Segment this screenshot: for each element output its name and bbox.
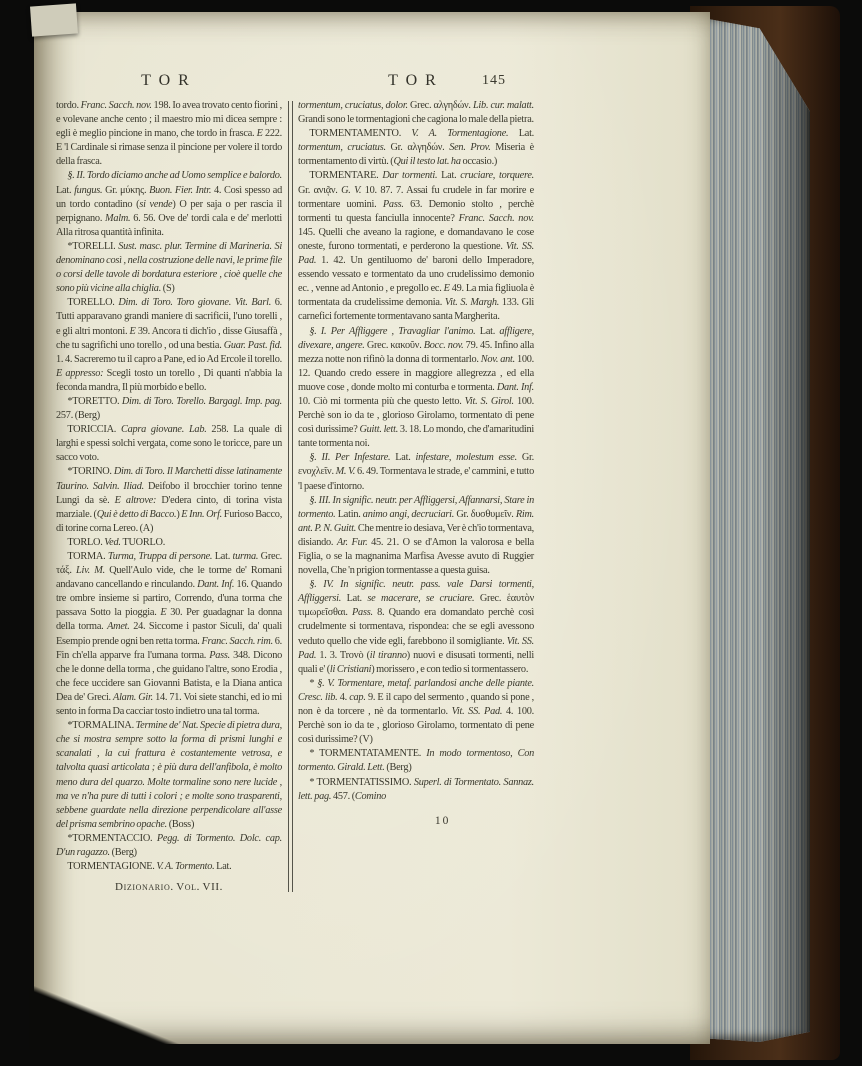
running-title-right: TOR [388, 72, 444, 89]
entry-paragraph: *TORELLI. Sust. masc. plur. Termine di Marineria. Si denominano così , nella costruzione delle navi, le prime file o corsi delle tavole di bordatura esteriore , cioè quelle che sono più vicine alla chiglia. (S) [56, 240, 283, 295]
page-corner-shadow-bottom-left [29, 986, 189, 1050]
two-column-text [56, 99, 566, 894]
text-column-left [56, 99, 282, 894]
entry-paragraph: §. II. Per Infestare. Lat. infestare, molestum esse. Gr. ενοχλεῖν. M. V. 6. 49. Tormentava le strade, e' cammini, e tutto 'l paese d'intorno. [298, 452, 535, 492]
text-block [56, 72, 566, 894]
entry-paragraph: *TORETTO. Dim. di Toro. Torello. Bargagl. Imp. pag. 257. (Berg) [56, 395, 282, 422]
entry-paragraph: TORMENTAMENTO. V. A. Tormentagione. Lat. tormentum, cruciatus. Gr. αλγηδών. Sen. Prov. Miseria è tormentamento di virtù. (Qui il testo lat. ha occasio.) [298, 128, 534, 168]
book-page [34, 12, 710, 1044]
entry-paragraph: §. II. Tordo diciamo anche ad Uomo semplice e balordo. Lat. fungus. Gr. μύκης. Buon. Fier. Intr. 4. Così spesso ad un tordo contadino (si vende) O per saja o per rascia il perpignano. Malm. 6. 56. Ove de' tordi cala e de' merlotti Alla ritrosa quantità infinita. [56, 170, 282, 238]
entry-paragraph: TORMENTARE. Dar tormenti. Lat. cruciare, torquere. Gr. ανιᾷν. G. V. 10. 87. 7. Assai fu crudele in far morire e tormentare uomini. Pass. 63. Demonio stolto , perchè tormenti tu questa fanciulla innocente? Franc. Sacch. nov. 145. Quelli che aveano la ragione, e domandavano le cose oneste, furono tormentati, e perderono la questione. Vit. SS. Pad. 1. 42. Un gentiluomo de' baroni dello Imperadore, essendo vessato e tormentato da uno crudelissimo demonio ec. , venne ad Antonio , e pregollo ec. E 49. La mia figliuola è tormentata da crudelissime demonia. Vit. S. Margh. 133. Gli carnefici fortemente tormentavano santa Margherita. [298, 170, 535, 323]
entry-paragraph: tormentum, cruciatus, dolor. Grec. αλγηδών. Lib. cur. malatt. Grandi sono le tormentagioni che cagiona lo male della pietra. [298, 100, 534, 126]
entry-paragraph: * TORMENTATAMENTE. In modo tormentoso, Con tormento. Girald. Lett. (Berg) [298, 748, 534, 774]
entry-paragraph: §. I. Per Affliggere , Travagliar l'animo. Lat. affligere, divexare, angere. Grec. κακοῦν. Bocc. nov. 79. 45. Infino alla mezza notte non rifinò la donna di tormentarlo. Nov. ant. 100. 12. Quando credo essere in maggiore allegrezza , ed ella muove cose , donde molto mi conturba e tormenta. Dant. Inf. 10. Ciò mi tormenta più che questo letto. Vit. S. Girol. 100. Perchè son io da te , glorioso Girolamo, tormentato di pene così durissime? Guitt. lett. 3. 18. Lo mondo, che d'amaritudini tante tormenta noi. [298, 325, 535, 450]
entry-paragraph: * TORMENTATISSIMO. Superl. di Tormentato. Sannaz. lett. pag. 457. (Comino [298, 776, 534, 802]
entry-paragraph: *TORINO. Dim. di Toro. Il Marchetti disse latinamente Taurino. Salvin. Iliad. Deifobo il brocchier torino tenne Lungi da sè. E altrove: D'edera cinto, di torina vista marziale. (Qui è detto di Bacco.) E Inn. Orf. Furioso Bacco, di torine corna Lereo. (A) [56, 466, 283, 534]
page-header [56, 72, 566, 90]
entry-paragraph: *TORMENTACCIO. Pegg. di Tormento. Dolc. cap. D'un ragazzo. (Berg) [56, 832, 282, 858]
entry-paragraph: TORMENTAGIONE. V. A. Tormento. Lat. [67, 861, 232, 873]
entry-paragraph: TORICCIA. Capra giovane. Lab. 258. La quale di larghi e spessi solchi vergata, come sono le toricce, pare un sacco voto. [56, 424, 282, 464]
page-number: 145 [482, 73, 506, 88]
entry-paragraph: *TORMALINA. Termine de' Nat. Specie di pietra dura, che si mostra sempre sotto la forma di prismi lunghi e scanalati , la cui frattura è costantemente vetrosa, e talvolta quasi articolata ; è più dura dell'anfibola, è molto meno dura del quarzo. Molte tormaline sono nere lucide , ma ve n'ha pure di tutti i colori ; e molte sono trasparenti, sebbene guardate nella direzione perpendicolare all'asse del prisma sembrino opache. (Boss) [56, 720, 282, 830]
text-column-right [298, 99, 534, 894]
entry-paragraph: §. III. In signific. neutr. per Affliggersi, Affannarsi, Stare in tormento. Latin. animo angi, decruciari. Gr. δυσθυμεῖν. Rim. ant. P. N. Guitt. Che mentre io desiava, Ver è ch'io tormentava, disiando. Ar. Fur. 45. 21. O se d'Amon la valorosa e bella Figlia, o se la magnanima Marfisa Avesse avuto di Ruggier novella, Che 'n prigion tormentasse a questa guisa. [298, 494, 535, 577]
page-edges [698, 14, 810, 1042]
column-divider-rule [282, 99, 298, 894]
running-title-left: TOR [141, 72, 197, 89]
column-left-paragraphs [56, 99, 282, 874]
entry-paragraph: TORELLO. Dim. di Toro. Toro giovane. Vit. Barl. 6. Tutti apparavano grandi maniere di sacrificii, l'uno torelli , e gli altri montoni. E 39. Ancora ti dich'io , disse Giusaffà , che tu sagrifichi uno torello , od una bestia. Guar. Past. fid. 1. 4. Sacreremo tu il capro a Pane, ed io Ad Ercole il torello. E appresso: Scegli tosto un torello , Di quanti n'abbia la feconda mandra, Il più morbido e bello. [56, 297, 283, 393]
entry-paragraph: TORMA. Turma, Truppa di persone. Lat. turma. Grec. τάξ. Liv. M. Quell'Aulo vide, che le torme de' Romani andavano cancellando e rinculando. Dant. Inf. 16. Quando tre ombre insieme si partiro, Correndo, d'una torma che passava Sotto la pioggia. E 30. Per guadagnar la donna della torma. Amet. 24. Siccome i pastor Siculi, da' quali Esempio prende ogni ben retta torma. Franc. Sacch. rim. 6. Fin ch'ella apparve fra l'umana torma. Pass. 348. Dicono che le donne della torma , che guidano l'altre, sono Erodia , che fece uccidere san Giovanni Batista, e la Diana antica Dea de' Greci. Alam. Gir. 14. 71. Voi siete stanchi, ed io mi sento in forma Da cacciar tosto indietro una tal torma. [56, 551, 283, 718]
page-corner-top-left [30, 3, 78, 36]
entry-paragraph: TORLO. Ved. TUORLO. [67, 536, 166, 548]
entry-paragraph: §. IV. In signific. neutr. pass. vale Darsi tormenti, Affliggersi. Lat. se macerare, se cruciare. Grec. ἑαυτὸν τιμωρεῖσθαι. Pass. 8. Quando era domandato perchè così crudelmente si tormentava, rispondea: che se egli avessono veduto quello che vide egli, farebbono il somigliante. Vit. SS. Pad. 1. 3. Trovò (il tiranno) nuovi e disusati tormenti, nelli quali e' (li Cristiani) morissero , e con tedio si tormentassero. [298, 579, 535, 675]
entry-paragraph: * §. V. Tormentare, metaf. parlandosi anche delle piante. Cresc. lib. 4. cap. 9. E il capo del sermento , quando si pone , non è da torcere , nè da tormentarlo. Vit. SS. Pad. 4. 100. Perchè son io da te , glorioso Girolamo, tormentato di pene così durissime? (V) [298, 677, 534, 746]
column-right-paragraphs [298, 99, 534, 804]
entry-paragraph: tordo. Franc. Sacch. nov. 198. Io avea trovato cento fiorini , e volevane anche cento ; il maestro mio mi dicea sempre : egli è meglio pincione in mano, che tordo in frasca. E 222. E 'l Cardinale si rimase senza il pincione per volere il tordo della frasca. [56, 100, 282, 168]
signature-mark: 10 [434, 814, 451, 827]
volume-footnote: Dizionario. Vol. VII. [115, 881, 223, 894]
